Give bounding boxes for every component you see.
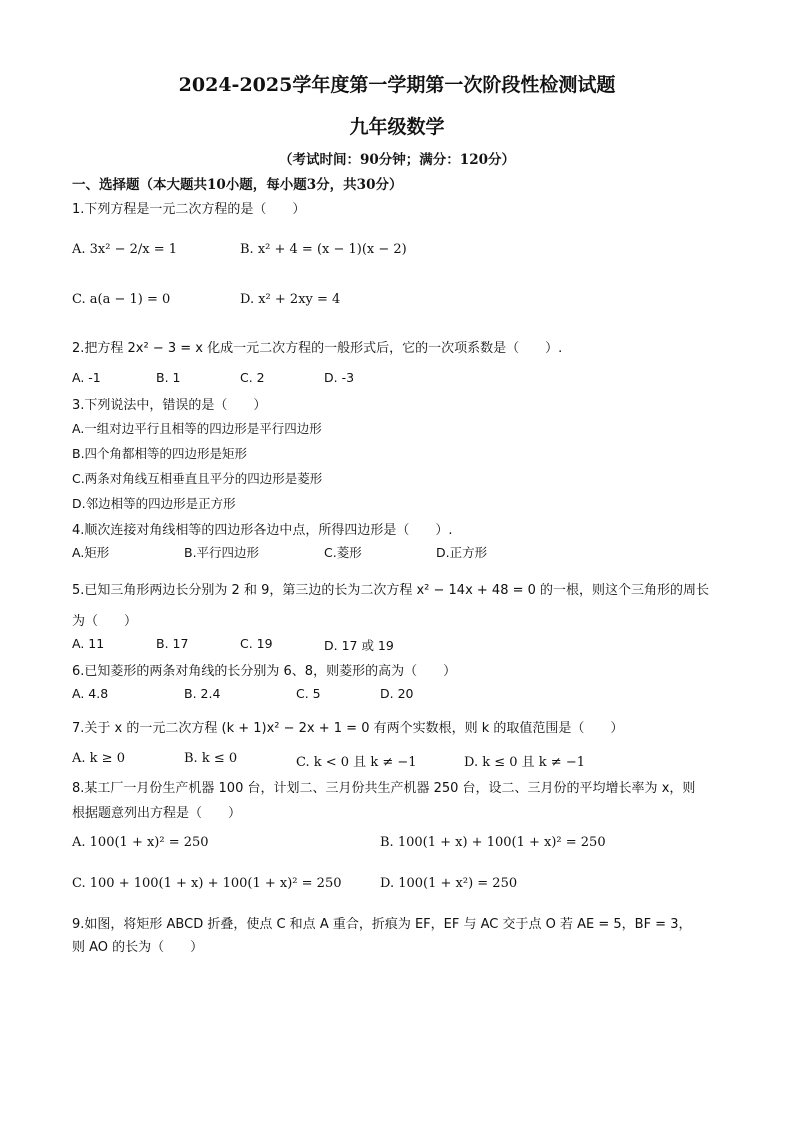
question-6-option-a: A. 4.8 — [72, 686, 109, 701]
question-6-stem: 6.已知菱形的两条对角线的长分别为 6、8，则菱形的高为（ ） — [72, 664, 457, 679]
question-4-option-c: C.菱形 — [324, 545, 362, 560]
question-1-stem: 1.下列方程是一元二次方程的是（ ） — [72, 202, 306, 217]
question-5-option-d: D. 17 或 19 — [324, 638, 394, 653]
question-3-option-b: B.四个角都相等的四边形是矩形 — [72, 446, 248, 461]
question-2-option-c: C. 2 — [240, 370, 265, 385]
question-6-option-b: B. 2.4 — [184, 686, 221, 701]
question-5-option-c: C. 19 — [240, 636, 273, 651]
question-8-option-d: D. 100(1 + x²) = 250 — [380, 876, 518, 891]
question-6-option-d: D. 20 — [380, 686, 414, 701]
exam-note: （考试时间：90分钟；满分：120分） — [279, 152, 515, 168]
exam-subtitle: 九年级数学 — [349, 116, 445, 138]
question-3-stem: 3.下列说法中，错误的是（ ） — [72, 398, 267, 413]
question-8-stem-line-1: 8.某工厂一月份生产机器 100 台，计划二、三月份共生产机器 250 台，设二、三月份的平均增长率为 x，则 — [72, 781, 696, 796]
question-7-option-c: C. k < 0 且 k ≠ −1 — [296, 755, 417, 770]
question-5-option-b: B. 17 — [156, 636, 189, 651]
question-7-option-b: B. k ≤ 0 — [184, 751, 238, 766]
question-8-stem-line-2: 根据题意列出方程是（ ） — [72, 806, 242, 821]
question-1-option-c: C. a(a − 1) = 0 — [72, 292, 171, 307]
question-2-option-a: A. -1 — [72, 370, 101, 385]
question-6-option-c: C. 5 — [296, 686, 321, 701]
question-1-option-b: B. x² + 4 = (x − 1)(x − 2) — [240, 242, 407, 257]
question-3-option-d: D.邻边相等的四边形是正方形 — [72, 496, 236, 511]
exam-title: 2024-2025学年度第一学期第一次阶段性检测试题 — [178, 74, 616, 96]
question-8-option-a: A. 100(1 + x)² = 250 — [72, 835, 209, 850]
section-heading: 一、选择题（本大题共10小题，每小题3分，共30分） — [72, 177, 403, 193]
question-3-option-c: C.两条对角线互相垂直且平分的四边形是菱形 — [72, 471, 323, 486]
question-9-stem-line-1: 9.如图，将矩形 ABCD 折叠，使点 C 和点 A 重合，折痕为 EF，EF 与 AC 交于点 O 若 AE = 5，BF = 3， — [72, 917, 692, 932]
question-1-option-a: A. 3x² − 2/x = 1 — [72, 242, 178, 257]
question-4-option-d: D.正方形 — [436, 545, 488, 560]
question-2-option-d: D. -3 — [324, 370, 355, 385]
question-5-stem-line-2: 为（ ） — [72, 614, 138, 629]
question-5-option-a: A. 11 — [72, 636, 105, 651]
question-7-stem: 7.关于 x 的一元二次方程 (k + 1)x² − 2x + 1 = 0 有两个实数根，则 k 的取值范围是（ ） — [72, 721, 624, 736]
question-2-stem: 2.把方程 2x² − 3 = x 化成一元二次方程的一般形式后，它的一次项系数是（ ）. — [72, 341, 563, 356]
question-5-stem-line-1: 5.已知三角形两边长分别为 2 和 9，第三边的长为二次方程 x² − 14x + 48 = 0 的一根，则这个三角形的周长 — [72, 583, 710, 598]
question-4-option-a: A.矩形 — [72, 545, 110, 560]
question-4-option-b: B.平行四边形 — [184, 545, 260, 560]
question-8-option-c: C. 100 + 100(1 + x) + 100(1 + x)² = 250 — [72, 876, 342, 891]
question-1-option-d: D. x² + 2xy = 4 — [240, 292, 341, 307]
question-4-stem: 4.顺次连接对角线相等的四边形各边中点，所得四边形是（ ）. — [72, 523, 453, 538]
question-7-option-d: D. k ≤ 0 且 k ≠ −1 — [464, 755, 585, 770]
question-9-stem-line-2: 则 AO 的长为（ ） — [72, 940, 204, 955]
question-8-option-b: B. 100(1 + x) + 100(1 + x)² = 250 — [380, 835, 606, 850]
question-2-option-b: B. 1 — [156, 370, 181, 385]
question-7-option-a: A. k ≥ 0 — [72, 751, 125, 766]
question-3-option-a: A.一组对边平行且相等的四边形是平行四边形 — [72, 421, 322, 436]
